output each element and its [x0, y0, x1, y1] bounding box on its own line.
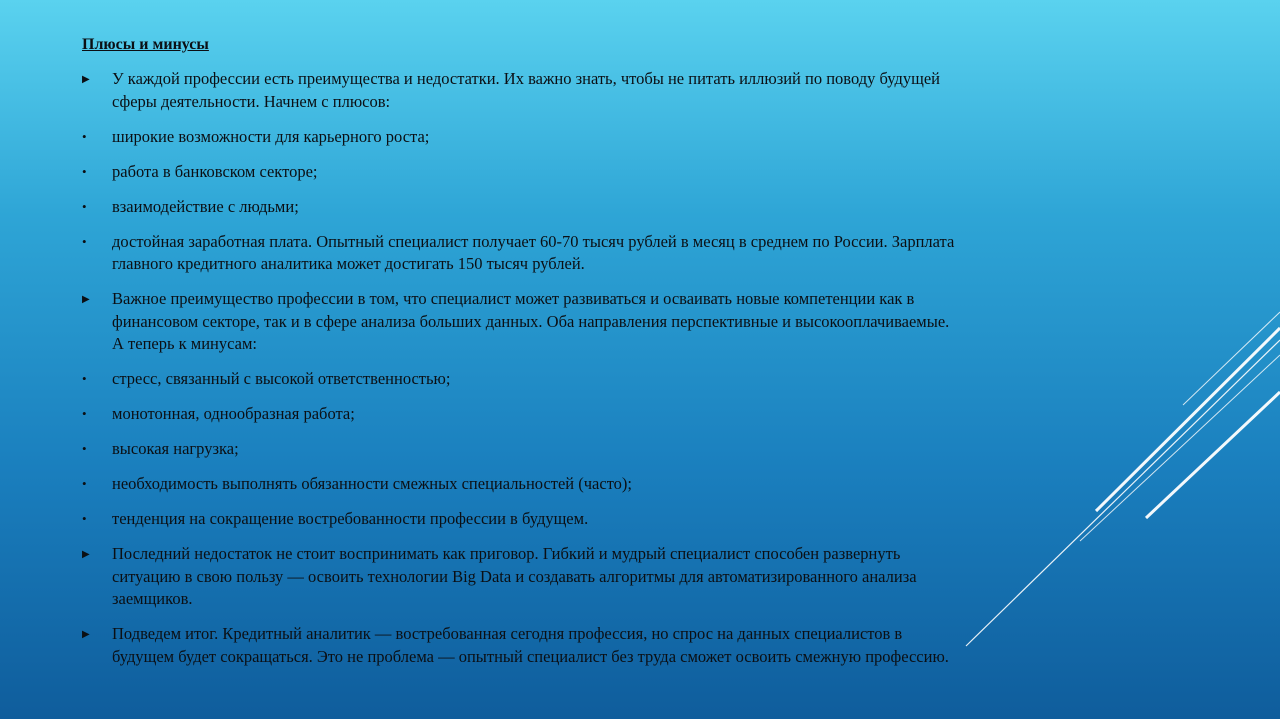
- deco-line-thin-1: [1080, 355, 1280, 541]
- triangle-bullet-icon: ▶: [82, 549, 90, 560]
- list-item-text: У каждой профессии есть преимущества и недостатки. Их важно знать, чтобы не питать иллюзий по поводу будущей сферы деятельности. Начнем с плюсов:: [112, 69, 941, 111]
- list-item: [82, 403, 962, 426]
- triangle-bullet-icon: ▶: [82, 629, 90, 640]
- slide-title: Плюсы и минусы: [82, 36, 209, 53]
- list-item-text: Подведем итог. Кредитный аналитик — востребованная сегодня профессия, но спрос на данных специалистов в будущем будет сокращаться. Это не проблема — опытный специалист без труда сможет освоить смежную профессию.: [112, 624, 949, 666]
- dot-bullet-icon: •: [82, 476, 87, 491]
- list-item-text: Последний недостаток не стоит воспринимать как приговор. Гибкий и мудрый специалист способен развернуть ситуацию в свою пользу — освоить технологии Big Data и создавать алгоритмы для автоматизированного анализа заемщиков.: [112, 544, 917, 608]
- dot-bullet-icon: •: [82, 128, 87, 144]
- list-item-text: необходимость выполнять обязанности смежных специальностей (часто);: [112, 474, 633, 493]
- list-item: [82, 508, 962, 531]
- deco-line-long: [966, 340, 1280, 646]
- deco-line-thick-2: [1146, 392, 1280, 518]
- dot-bullet-icon: •: [82, 163, 87, 179]
- list-item-text: работа в банковском секторе;: [112, 161, 318, 181]
- list-item-text: широкие возможности для карьерного роста;: [112, 126, 430, 146]
- list-item: [82, 68, 962, 113]
- list-item: [82, 231, 962, 276]
- list-item-text: монотонная, однообразная работа;: [112, 404, 355, 423]
- list-item: [82, 368, 962, 391]
- list-item-text: взаимодействие с людьми;: [112, 196, 299, 216]
- list-item: [82, 473, 962, 496]
- list-item-text: стресс, связанный с высокой ответственностью;: [112, 369, 451, 388]
- list-item: [82, 623, 962, 668]
- list-item: [82, 543, 962, 611]
- dot-bullet-icon: •: [82, 441, 87, 456]
- list-item-text: Важное преимущество профессии в том, что специалист может развиваться и осваивать новые компетенции как в финансовом секторе, так и в сфере анализа больших данных. Оба направления перспективные и высокооплачиваемые. А теперь к минусам:: [112, 289, 950, 353]
- triangle-bullet-icon: ▶: [82, 294, 90, 305]
- deco-line-thick-1: [1096, 328, 1280, 511]
- triangle-bullet-icon: ▶: [82, 74, 90, 85]
- list-item: [82, 126, 962, 149]
- list-item-text: высокая нагрузка;: [112, 439, 239, 458]
- bullet-list: [82, 68, 962, 681]
- deco-line-thin-2: [1183, 312, 1280, 405]
- dot-bullet-icon: •: [82, 511, 87, 526]
- list-item-text: тенденция на сокращение востребованности профессии в будущем.: [112, 509, 589, 528]
- dot-bullet-icon: •: [82, 371, 87, 386]
- list-item: [82, 288, 962, 356]
- list-item: [82, 196, 962, 219]
- dot-bullet-icon: •: [82, 233, 87, 249]
- list-item-text: достойная заработная плата. Опытный специалист получает 60-70 тысяч рублей в месяц в среднем по России. Зарплата главного кредитного аналитика может достигать 150 тысяч рублей.: [112, 231, 955, 273]
- list-item: [82, 161, 962, 184]
- dot-bullet-icon: •: [82, 198, 87, 214]
- dot-bullet-icon: •: [82, 406, 87, 421]
- list-item: [82, 438, 962, 461]
